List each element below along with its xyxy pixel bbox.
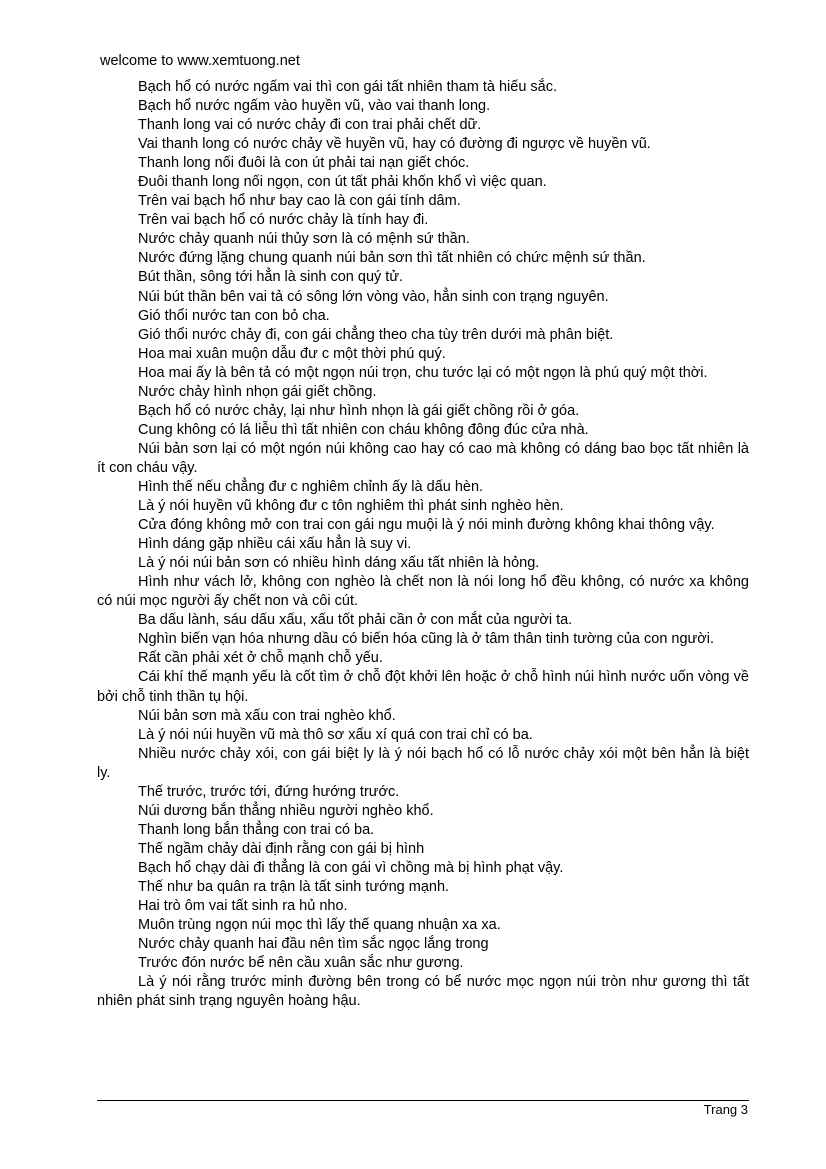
paragraph: Nước đứng lặng chung quanh núi bản sơn thì tất nhiên có chức mệnh sứ thần. — [138, 250, 646, 267]
paragraph: Hình dáng gặp nhiều cái xấu hẳn là suy vi. — [138, 536, 412, 553]
site-header: welcome to www.xemtuong.net — [100, 53, 300, 69]
paragraph: Bút thần, sông tới hẳn là sinh con quý tử. — [138, 269, 404, 286]
paragraph: Nhiều nước chảy xói, con gái biệt ly là ý nói bạch hổ có lỗ nước chảy xói một bên hẳn là biệt ly. — [97, 745, 749, 781]
paragraph: Cung không có lá liễu thì tất nhiên con cháu không đông đúc cửa nhà. — [138, 421, 589, 438]
paragraph: Hoa mai xuân muộn dẫu đư c một thời phú quý. — [138, 345, 446, 362]
body-text — [97, 78, 749, 1011]
paragraph: Bạch hổ có nước chảy, lại như hình nhọn là gái giết chồng rồi ở góa. — [138, 402, 580, 419]
paragraph: Bạch hổ có nước ngấm vai thì con gái tất nhiên tham tà hiếu sắc. — [138, 79, 558, 95]
paragraph: Hoa mai ấy là bên tả có một ngọn núi trọn, chu tước lại có một ngọn là phú quý một thời. — [138, 364, 708, 381]
paragraph: Núi dương bắn thẳng nhiều người nghèo khổ. — [138, 802, 434, 819]
paragraph: Nước chảy quanh hai đầu nên tìm sắc ngọc lắng trong — [138, 936, 489, 953]
paragraph: Là ý nói rằng trước minh đường bên trong có bể nước mọc ngọn núi tròn như gương thì tất nhiên phát sinh trạng nguyên hoàng hậu. — [97, 974, 749, 1010]
paragraph: Là ý nói núi bản sơn có nhiều hình dáng xấu tất nhiên là hỏng. — [138, 555, 540, 572]
paragraph: Vai thanh long có nước chảy về huyền vũ, hay có đường đi ngược về huyền vũ. — [138, 136, 651, 153]
paragraph: Cái khí thế mạnh yếu là cốt tìm ở chỗ đột khởi lên hoặc ở chỗ hình núi hình nước uốn vòng về bởi chỗ tinh thần tụ hội. — [97, 669, 749, 705]
paragraph: Núi bản sơn mà xấu con trai nghèo khổ. — [138, 707, 396, 724]
paragraph: Thanh long nối đuôi là con út phải tai nạn giết chóc. — [138, 155, 470, 172]
paragraph: Hình thế nếu chẳng đư c nghiêm chỉnh ấy là dấu hèn. — [138, 478, 484, 495]
paragraph: Trên vai bạch hổ như bay cao là con gái tính dâm. — [138, 193, 461, 210]
paragraph: Là ý nói núi huyền vũ mà thô sơ xấu xí quá con trai chỉ có ba. — [138, 726, 533, 743]
paragraph: Gió thổi nước tan con bỏ cha. — [138, 307, 330, 324]
paragraph: Thế ngầm chảy dài định rằng con gái bị hình — [138, 840, 425, 857]
footer-divider — [97, 1100, 749, 1101]
paragraph: Là ý nói huyền vũ không đư c tôn nghiêm thì phát sinh nghèo hèn. — [138, 498, 564, 515]
paragraph: Bạch hổ nước ngấm vào huyền vũ, vào vai thanh long. — [138, 98, 491, 115]
paragraph: Hai trò ôm vai tất sinh ra hủ nho. — [138, 898, 348, 915]
paragraph: Núi bút thần bên vai tả có sông lớn vòng vào, hẳn sinh con trạng nguyên. — [138, 288, 609, 305]
page-number: Trang 3 — [703, 1102, 748, 1117]
paragraph: Hình như vách lở, không con nghèo là chết non là nói long hổ đều không, có nước xa không có núi mọc người ấy chết non và côi cút. — [97, 574, 749, 610]
paragraph: Cửa đóng không mở con trai con gái ngu muội là ý nói minh đường không khai thông vậy. — [138, 517, 715, 534]
paragraph: Rất cần phải xét ở chỗ mạnh chỗ yếu. — [138, 650, 383, 667]
paragraph: Đuôi thanh long nối ngọn, con út tất phải khốn khổ vì việc quan. — [138, 174, 547, 191]
paragraph: Thanh long bắn thẳng con trai có ba. — [138, 821, 375, 838]
paragraph: Trước đón nước bể nên cầu xuân sắc như gương. — [138, 955, 464, 972]
paragraph: Thế trước, trước tới, đứng hướng trước. — [138, 783, 400, 800]
paragraph: Thanh long vai có nước chảy đi con trai phải chết dữ. — [138, 117, 482, 134]
paragraph: Bạch hổ chạy dài đi thẳng là con gái vì chồng mà bị hình phạt vậy. — [138, 859, 564, 876]
paragraph: Gió thổi nước chảy đi, con gái chẳng theo cha tùy trên dưới mà phân biệt. — [138, 326, 614, 343]
paragraph: Núi bản sơn lại có một ngón núi không cao hay có cao mà không có dáng bao bọc tất nhiên là ít con cháu vậy. — [97, 440, 749, 476]
paragraph: Ba dấu lành, sáu dấu xấu, xấu tốt phải cần ở con mắt của người ta. — [138, 612, 573, 629]
paragraph: Nghìn biến vạn hóa nhưng dầu có biến hóa cũng là ở tâm thân tinh tường của con người. — [138, 631, 714, 648]
paragraph: Muôn trùng ngọn núi mọc thì lấy thế quang nhuận xa xa. — [138, 917, 501, 934]
paragraph: Nước chảy quanh núi thủy sơn là có mệnh sứ thần. — [138, 231, 470, 248]
paragraph: Trên vai bạch hổ có nước chảy là tính hay đi. — [138, 212, 429, 229]
paragraph: Nước chảy hình nhọn gái giết chồng. — [138, 383, 377, 400]
paragraph: Thế như ba quân ra trận là tất sinh tướng mạnh. — [138, 878, 450, 895]
